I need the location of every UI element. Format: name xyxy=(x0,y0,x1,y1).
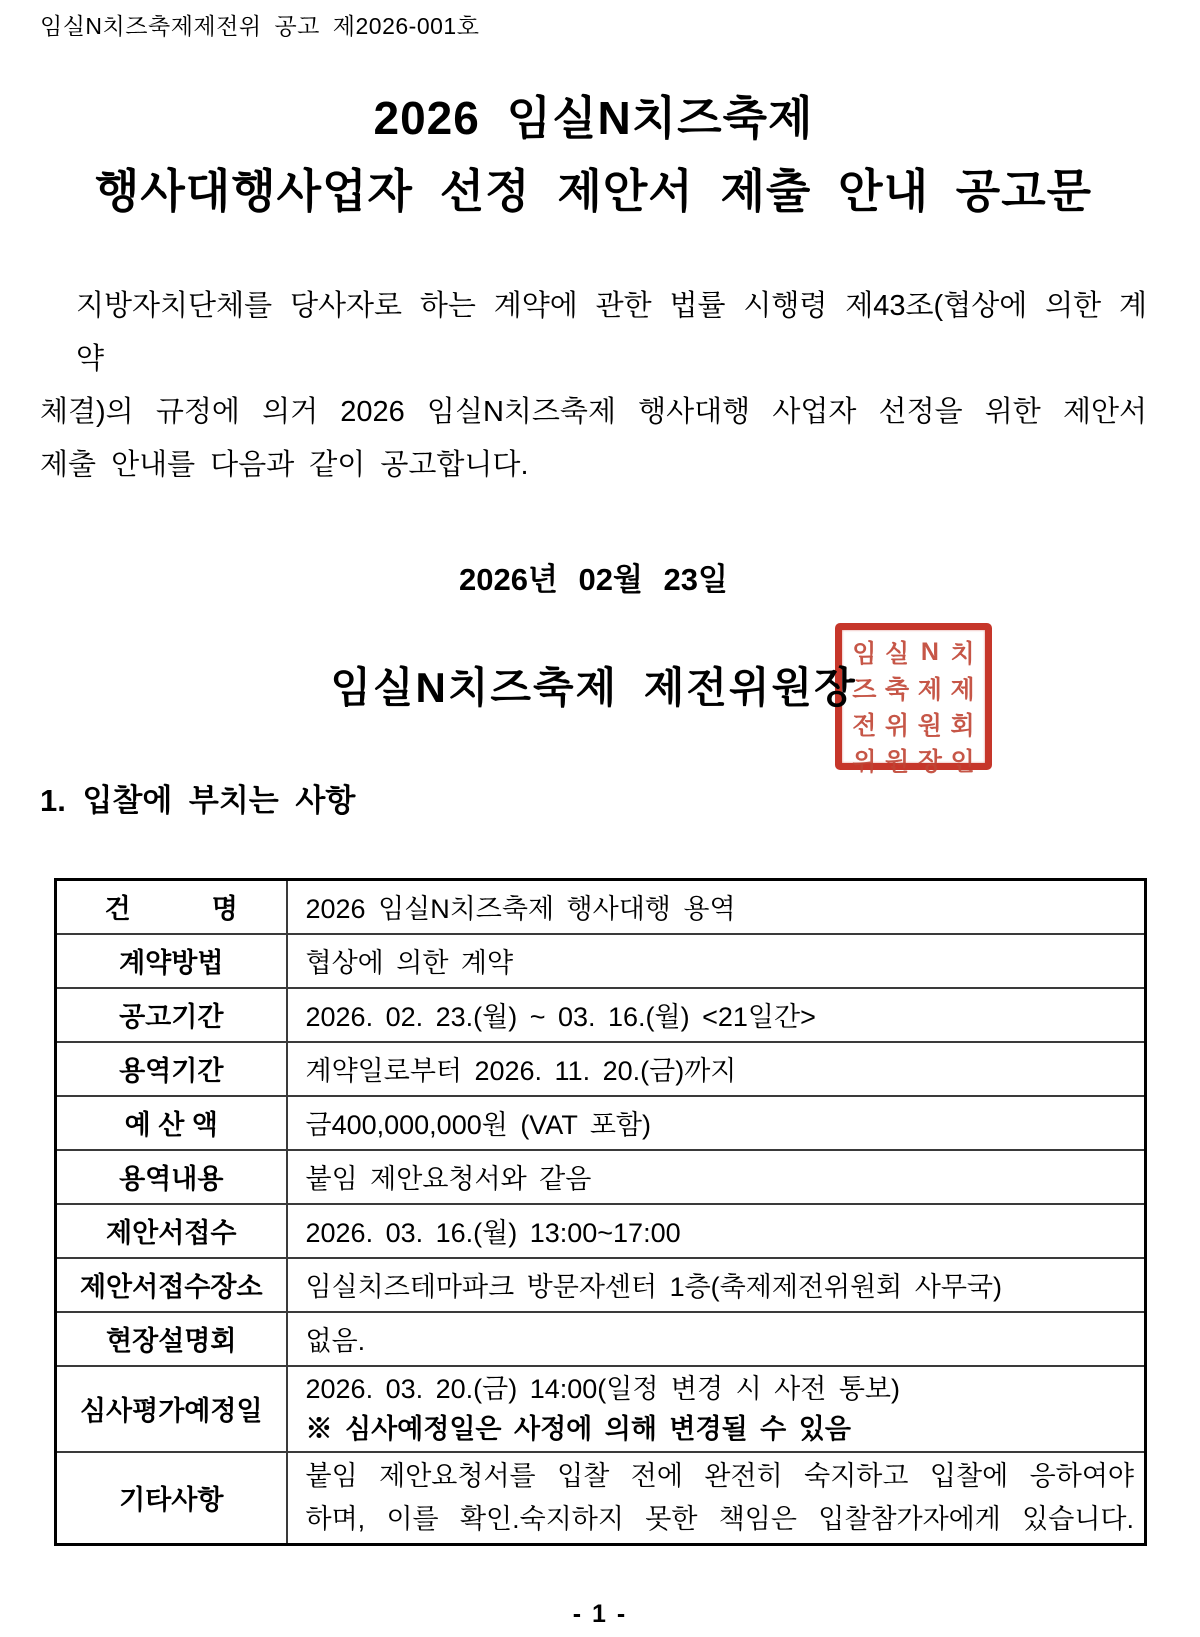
page-number: - 1 - xyxy=(572,1600,628,1628)
row-label: 예 산 액 xyxy=(56,1096,287,1150)
other-matters-line-2: 하며, 이를 확인.숙지하지 못한 책임은 입찰참가자에게 있습니다. xyxy=(305,1503,1134,1534)
signer-title: 임실N치즈축제 제전위원장 xyxy=(330,664,857,711)
intro-line-3: 제출 안내를 다음과 같이 공고합니다. xyxy=(40,449,529,481)
doc-number: 임실N치즈축제제전위 공고 제2026-001호 xyxy=(40,13,480,39)
row-value: 2026 임실N치즈축제 행사대행 용역 xyxy=(287,880,1146,934)
seal-char: 회 xyxy=(950,712,975,740)
table-row-submission-place xyxy=(56,1258,1146,1312)
row-value: 계약일로부터 2026. 11. 20.(금)까지 xyxy=(287,1042,1146,1096)
seal-char: 실 xyxy=(885,640,910,668)
table-row-evaluation-date xyxy=(56,1366,1146,1452)
seal-char: 원 xyxy=(917,712,942,740)
row-value: 임실치즈테마파크 방문자센터 1층(축제제전위원회 사무국) xyxy=(287,1258,1146,1312)
row-label: 건 명 xyxy=(56,880,287,934)
table-row-site-briefing xyxy=(56,1312,1146,1366)
signature-block xyxy=(40,637,1147,776)
announcement-date: 2026년 02월 23일 xyxy=(459,562,728,597)
row-label: 제안서접수장소 xyxy=(56,1258,287,1312)
table-row-other-matters xyxy=(56,1452,1146,1545)
seal-char: 원 xyxy=(885,748,910,776)
row-label: 제안서접수 xyxy=(56,1204,287,1258)
row-value xyxy=(287,1366,1146,1452)
title-line-2: 행사대행사업자 선정 제안서 제출 안내 공고문 xyxy=(94,165,1093,217)
evaluation-date-line: 2026. 03. 20.(금) 14:00(일정 변경 시 사전 통보) xyxy=(305,1373,900,1404)
seal-char: 전 xyxy=(852,712,877,740)
seal-char: 제 xyxy=(950,676,975,704)
seal-char: 즈 xyxy=(852,676,877,704)
row-label: 현장설명회 xyxy=(56,1312,287,1366)
section-1-heading: 1. 입찰에 부치는 사항 xyxy=(40,783,356,818)
row-value: 협상에 의한 계약 xyxy=(287,934,1146,988)
row-label: 계약방법 xyxy=(56,934,287,988)
intro-paragraph xyxy=(40,280,1147,492)
row-value: 붙임 제안요청서와 같음 xyxy=(287,1150,1146,1204)
table-row-budget xyxy=(56,1096,1146,1150)
bid-info-table xyxy=(54,878,1147,1546)
evaluation-date-note: ※ 심사예정일은 사정에 의해 변경될 수 있음 xyxy=(305,1413,851,1444)
table-row-service-content xyxy=(56,1150,1146,1204)
table-row-proposal-submission xyxy=(56,1204,1146,1258)
row-value xyxy=(287,1452,1146,1545)
seal-char: 인 xyxy=(950,748,975,776)
seal-char: 제 xyxy=(917,676,942,704)
table-row-service-period xyxy=(56,1042,1146,1096)
table-row-notice-period xyxy=(56,988,1146,1042)
row-label: 공고기간 xyxy=(56,988,287,1042)
seal-char: 위 xyxy=(885,712,910,740)
table-row-contract-method xyxy=(56,934,1146,988)
row-value: 2026. 03. 16.(월) 13:00~17:00 xyxy=(287,1204,1146,1258)
document-title xyxy=(40,82,1147,228)
other-matters-line-1: 붙임 제안요청서를 입찰 전에 완전히 숙지하고 입찰에 응하여야 xyxy=(305,1460,1134,1491)
official-red-seal xyxy=(835,623,992,776)
row-label: 용역내용 xyxy=(56,1150,287,1204)
seal-char: 치 xyxy=(950,640,975,668)
row-label: 용역기간 xyxy=(56,1042,287,1096)
seal-char: 장 xyxy=(917,748,942,776)
row-value: 금400,000,000원 (VAT 포함) xyxy=(287,1096,1146,1150)
seal-char: 임 xyxy=(852,640,877,668)
table-row-subject xyxy=(56,880,1146,934)
row-label: 기타사항 xyxy=(56,1452,287,1545)
intro-line-2: 체결)의 규정에 의거 2026 임실N치즈축제 행사대행 사업자 선정을 위한 제안서 xyxy=(40,396,1147,428)
seal-char: 위 xyxy=(852,748,877,776)
seal-char: N xyxy=(920,637,939,666)
row-value: 없음. xyxy=(287,1312,1146,1366)
title-line-1: 2026 임실N치즈축제 xyxy=(373,92,814,144)
intro-line-1: 지방자치단체를 당사자로 하는 계약에 관한 법률 시행령 제43조(협상에 의한 계약 xyxy=(76,290,1147,375)
row-label: 심사평가예정일 xyxy=(56,1366,287,1452)
seal-char: 축 xyxy=(885,676,910,704)
row-value: 2026. 02. 23.(월) ~ 03. 16.(월) <21일간> xyxy=(287,988,1146,1042)
